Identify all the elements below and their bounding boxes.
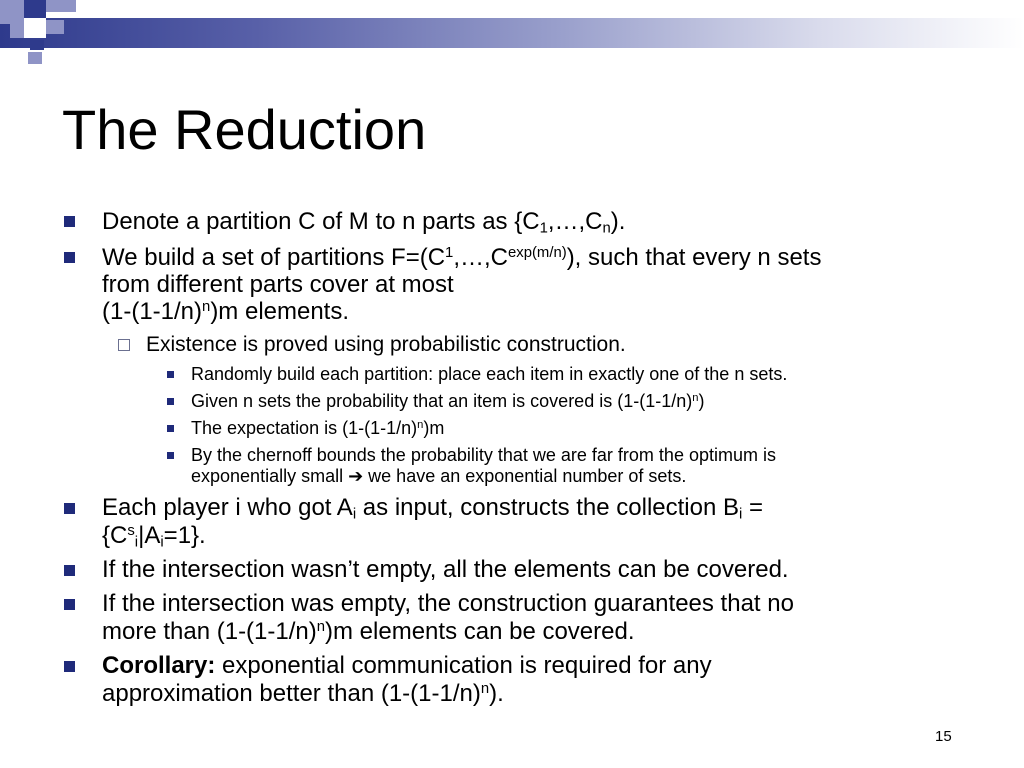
bullet-corollary: Corollary: exponential communication is required for any [102,652,712,679]
page-number: 15 [935,728,952,745]
header-square-decoration [46,20,64,34]
bullet-icon [64,503,75,514]
bullet-intersection-empty: If the intersection was empty, the construction guarantees that no [102,590,794,617]
header-square-decoration [46,0,76,12]
bullet-intersection-empty-cont: more than $(1-(1-1/n)^n)m$ elements can be covered. [102,618,635,645]
subbullet-existence: Existence is proved using probabilistic construction. [146,333,626,356]
bullet-player-collection: Each player i who got $A_i$ as input, constructs the collection $B_i$ = [102,494,764,523]
header-square-decoration [0,0,24,24]
bullet-icon [64,252,75,263]
header-gradient-bar [0,18,1024,48]
bullet-player-collection-cont: $\{C^s_i|A_i=1\}$. [102,522,206,551]
subsubbullet-chernoff: By the chernoff bounds the probability that we are far from the optimum is [191,445,776,465]
bullet-intersection-nonempty: If the intersection wasn’t empty, all the elements can be covered. [102,556,789,583]
hollow-square-bullet-icon [118,339,130,351]
small-bullet-icon [167,452,174,459]
bullet-icon [64,599,75,610]
slide-title: The Reduction [62,98,427,161]
subsubbullet-chernoff-cont: exponentially small ➔ we have an exponential number of sets. [191,466,687,486]
bullet-corollary-cont: approximation better than $(1-(1-1/n)^n)$. [102,680,504,707]
bullet-icon [64,216,75,227]
bullet-build-partitions-cont: from different parts cover at most [102,271,454,298]
right-arrow-icon: ➔ [348,466,364,486]
header-square-decoration [24,0,46,18]
small-bullet-icon [167,425,174,432]
header-square-decoration [30,40,44,50]
small-bullet-icon [167,398,174,405]
subsubbullet-random-build: Randomly build each partition: place each item in exactly one of the n sets. [191,364,788,384]
bullet-partition: Denote a partition C of M to n parts as $\{C_1,\dots,C_n)$. [102,208,626,237]
header-square-decoration [10,24,24,38]
bullet-icon [64,661,75,672]
header-square-decoration [28,52,42,64]
subsubbullet-expectation: The expectation is $(1-(1-1/n)^n)m$ [191,418,445,438]
small-bullet-icon [167,371,174,378]
bullet-build-partitions-cont: $(1-(1-1/n)^n)m$ elements. [102,298,350,325]
subsubbullet-probability: Given n sets the probability that an item is covered is $(1-(1-1/n)^n)$ [191,391,705,411]
bullet-icon [64,565,75,576]
header-square-decoration [24,18,46,38]
bullet-build-partitions: We build a set of partitions $F=(C^1,\dots,C^{exp(m/n)})$, such that every n sets [102,244,822,271]
